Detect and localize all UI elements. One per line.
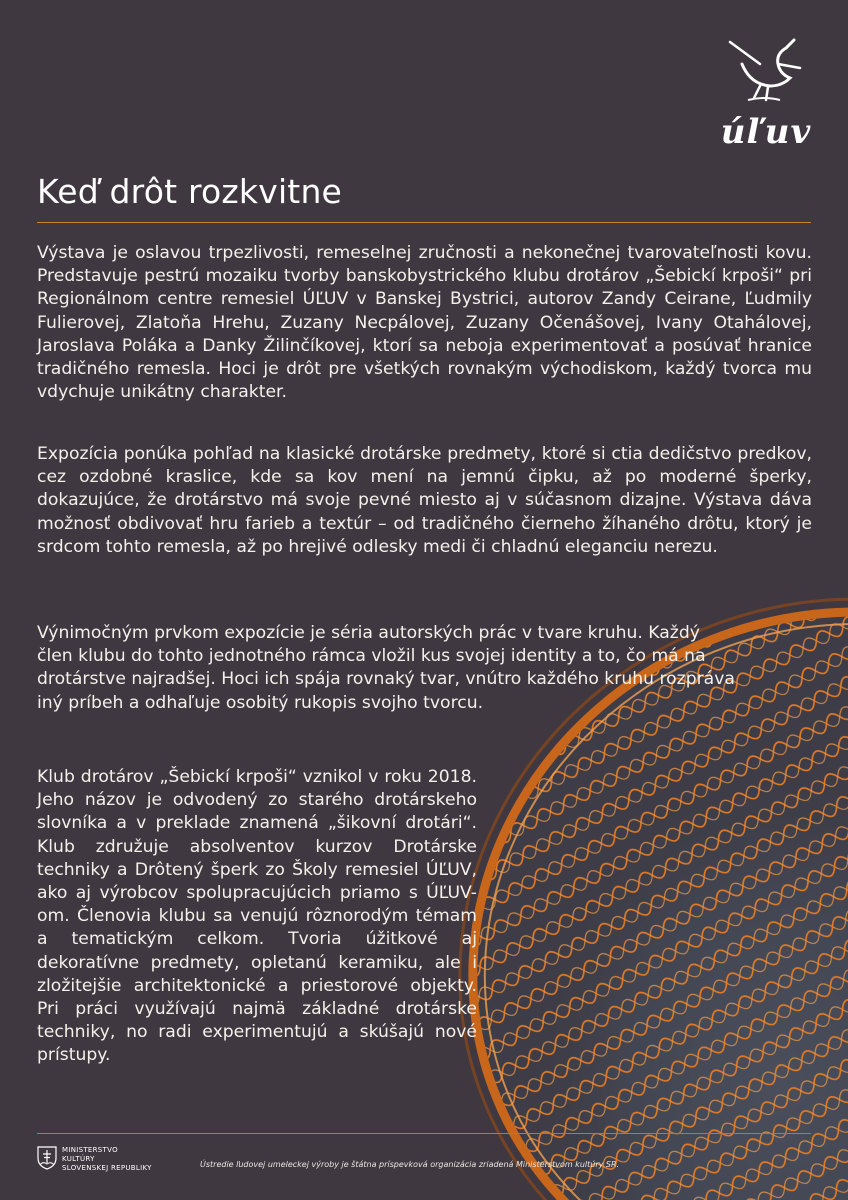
uluv-logo-text: úľuv [720, 112, 812, 152]
ministry-line-2: KULTÚRY [62, 1155, 95, 1163]
ministry-logo [37, 1146, 197, 1180]
paragraph-exposition: Expozícia ponúka pohľad na klasické drotárske predmety, ktoré si ctia dedičstvo predkov, cez ozdobné kraslice, kde sa kov mení na jemnú čipku, až po moderné šperky, dokazujúce, že drotárstvo má svoje pevné miesto aj v súčasnom dizajne. Výstava dáva možnosť obdivovať hru farieb a textúr – od tradičného čierneho žíhaného drôtu, ktorý je srdcom tohto remesla, až po hrejivé odlesky medi či chladnú eleganciu nerezu. [37, 444, 812, 557]
page-title: Keď drôt rozkvitne [37, 172, 343, 211]
footer-note: Ústredie ľudovej umeleckej výroby je štátna príspevková organizácia zriadená Ministerstvom kultúry SR. [200, 1160, 620, 1169]
paragraph-circles: Výnimočným prvkom expozície je séria autorských prác v tvare kruhu. Každý člen klubu do tohto jednotného rámca vložil kus svojej identity a to, čo má na drotárstve najradšej. Hoci ich spája rovnaký tvar, vnútro každého kruhu rozpráva iný príbeh a odhaľuje osobitý rukopis svojho tvorcu. [37, 623, 735, 713]
title-divider [37, 222, 811, 223]
paragraph-club: Klub drotárov „Šebickí krpoši“ vznikol v roku 2018. Jeho názov je odvodený zo starého drotárskeho slovníka a v preklade znamená „šikovní drotári“. Klub združuje absolventov kurzov Drotárske techniky a Drôtený šperk zo Školy remesiel ÚĽUV, ako aj výrobcov spolupracujúcich priamo s ÚĽUV-om. Členovia klubu sa venujú rôznorodým témam a tematickým celkom. Tvoria úžitkové aj dekoratívne predmety, opletanú keramiku, ale i zložitejšie architektonické a priestorové objekty. Pri práci využívajú najmä základné drotárske techniky, no radi experimentujú a skúšajú nové prístupy. [37, 767, 477, 1066]
ministry-line-3: SLOVENSKEJ REPUBLIKY [62, 1164, 152, 1172]
footer-divider [37, 1133, 811, 1134]
bird-logo-icon [720, 34, 810, 108]
uluv-logo [716, 34, 816, 154]
slovak-coat-of-arms-icon [37, 1146, 57, 1170]
ministry-line-1: MINISTERSTVO [62, 1146, 118, 1154]
paragraph-intro: Výstava je oslavou trpezlivosti, remeselnej zručnosti a nekonečnej tvarovateľnosti kovu. Predstavuje pestrú mozaiku tvorby banskobystrického klubu drotárov „Šebickí krpoši“ pri Regionálnom centre remesiel ÚĽUV v Banskej Bystrici, autorov Zandy Ceirane, Ľudmily Fulierovej, Zlatoňa Hrehu, Zuzany Necpálovej, Zuzany Očenášovej, Ivany Otahálovej, Jaroslava Poláka a Danky Žilinčíkovej, ktorí sa neboja experimentovať a posúvať hranice tradičného remesla. Hoci je drôt pre všetkých rovnakým východiskom, každý tvorca mu vdychuje unikátny charakter. [37, 243, 812, 403]
